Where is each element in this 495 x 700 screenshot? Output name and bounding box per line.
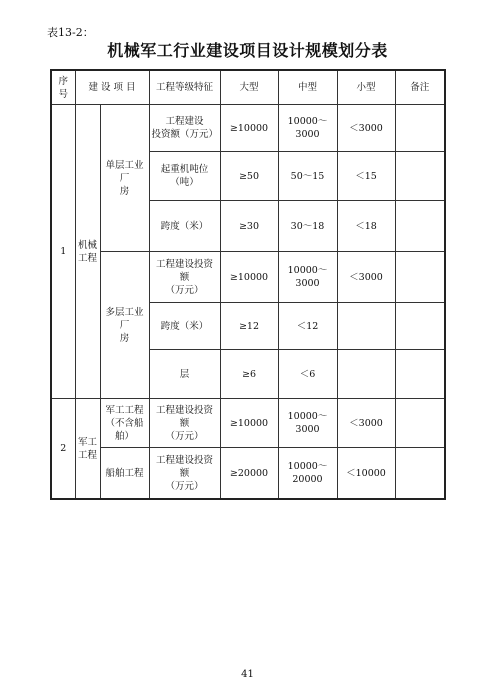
category-line: 工程	[77, 449, 97, 461]
medium-cell: 10000～3000	[278, 252, 337, 303]
medium-cell: 30～18	[278, 201, 337, 252]
header-large: 大型	[220, 70, 278, 105]
feature-cell: 层	[149, 350, 220, 399]
large-cell: ≥10000	[220, 252, 278, 303]
large-cell: ≥10000	[220, 105, 278, 152]
table-row	[51, 252, 445, 303]
large-cell: ≥12	[220, 303, 278, 350]
table-row	[51, 448, 445, 500]
table-number-label: 表13-2：	[47, 26, 94, 39]
small-cell: ＜10000	[337, 448, 395, 500]
feature-cell: 起重机吨位（吨）	[149, 152, 220, 201]
feature-line: 工程建设投资额	[155, 454, 213, 479]
subgroup-line: 房	[119, 185, 130, 197]
header-seq: 序号	[51, 70, 75, 105]
category-cell	[75, 105, 100, 399]
small-cell	[337, 350, 395, 399]
category-cell	[75, 399, 100, 500]
notes-cell	[395, 399, 445, 448]
header-notes: 备注	[395, 70, 445, 105]
seq-cell: 1	[51, 105, 75, 399]
medium-cell: ＜6	[278, 350, 337, 399]
large-cell: ≥10000	[220, 399, 278, 448]
page-number: 41	[241, 669, 254, 680]
small-cell	[337, 303, 395, 350]
notes-cell	[395, 152, 445, 201]
medium-cell: 10000～3000	[278, 399, 337, 448]
table-row	[51, 105, 445, 152]
document-title: 机械军工行业建设项目设计规模划分表	[107, 41, 388, 60]
feature-cell	[149, 399, 220, 448]
feature-cell	[149, 252, 220, 303]
subgroup-line: 房	[119, 332, 130, 344]
large-cell: ≥30	[220, 201, 278, 252]
header-feature: 工程等级特征	[149, 70, 220, 105]
category-line: 工程	[77, 252, 97, 264]
notes-cell	[395, 105, 445, 152]
notes-cell	[395, 252, 445, 303]
feature-line: 工程建设	[165, 116, 204, 127]
feature-cell: 跨度（米）	[149, 303, 220, 350]
table-row	[51, 399, 445, 448]
header-row	[51, 70, 445, 105]
small-cell: ＜18	[337, 201, 395, 252]
small-cell: ＜3000	[337, 252, 395, 303]
subgroup-cell	[100, 105, 149, 252]
subgroup-line: 多层工业厂	[105, 306, 144, 331]
design-scale-table	[50, 69, 446, 500]
small-cell: ＜3000	[337, 105, 395, 152]
notes-cell	[395, 448, 445, 500]
subgroup-cell: 船舶工程	[100, 448, 149, 500]
notes-cell	[395, 201, 445, 252]
header-project: 建 设 项 目	[75, 70, 149, 105]
large-cell: ≥20000	[220, 448, 278, 500]
feature-line: （万元）	[165, 480, 204, 492]
subgroup-cell	[100, 252, 149, 399]
feature-line: 工程建设投资额	[155, 258, 213, 283]
small-cell: ＜3000	[337, 399, 395, 448]
notes-cell	[395, 350, 445, 399]
notes-cell	[395, 303, 445, 350]
subgroup-line: 军工工程	[105, 404, 144, 416]
feature-line: （万元）	[165, 430, 204, 442]
header-small: 小型	[337, 70, 395, 105]
medium-cell: ＜12	[278, 303, 337, 350]
subgroup-line: （不含船	[105, 417, 144, 429]
feature-cell: 跨度（米）	[149, 201, 220, 252]
subgroup-cell	[100, 399, 149, 448]
subgroup-line: 舶）	[114, 430, 134, 442]
subgroup-line: 单层工业厂	[105, 159, 144, 184]
feature-line: 投资额（万元）	[151, 129, 219, 140]
feature-line: （万元）	[165, 284, 204, 296]
feature-cell	[149, 105, 220, 152]
feature-line: 工程建设投资额	[155, 404, 213, 429]
medium-cell: 10000～3000	[278, 105, 337, 152]
small-cell: ＜15	[337, 152, 395, 201]
feature-cell	[149, 448, 220, 500]
category-line: 军工	[77, 436, 97, 448]
large-cell: ≥50	[220, 152, 278, 201]
medium-cell: 50～15	[278, 152, 337, 201]
large-cell: ≥6	[220, 350, 278, 399]
medium-cell: 10000～20000	[278, 448, 337, 500]
category-line: 机械	[77, 239, 97, 251]
seq-cell: 2	[51, 399, 75, 500]
header-medium: 中型	[278, 70, 337, 105]
